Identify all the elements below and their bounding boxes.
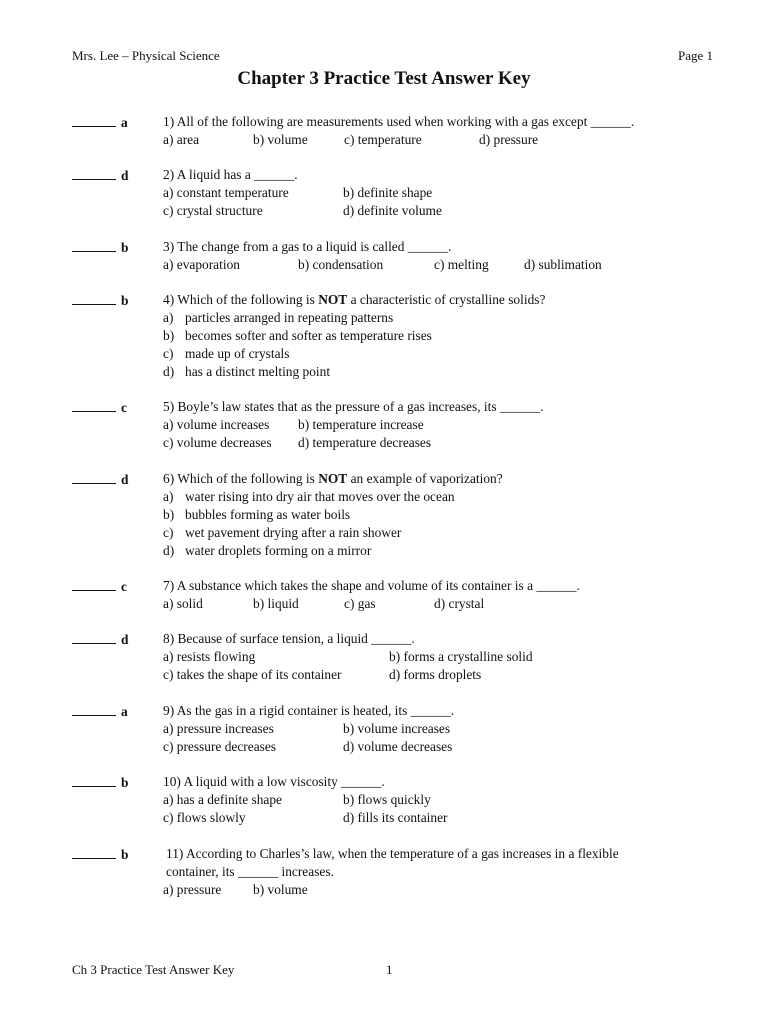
answer-blank (72, 113, 128, 132)
option-a: a) has a definite shape (163, 792, 282, 807)
option-b: b) condensation (298, 257, 384, 272)
answer-blank (72, 845, 128, 864)
answer-blank (72, 291, 128, 310)
answer-blank (72, 773, 128, 792)
option-letter: b) (163, 507, 175, 522)
option-d: d) pressure (479, 132, 539, 147)
stem-text: an example of vaporization? (347, 471, 503, 486)
document-title: Chapter 3 Practice Test Answer Key (237, 68, 531, 89)
option-c: c) gas (344, 596, 376, 611)
option-a: a) evaporation (163, 257, 240, 272)
option-c: c) temperature (344, 132, 422, 147)
option-a: a) solid (163, 596, 203, 611)
answer-blank (72, 238, 128, 257)
option-text: particles arranged in repeating patterns (185, 310, 394, 325)
option-b (163, 506, 350, 524)
option-c: c) melting (434, 257, 489, 272)
option-b: b) forms a crystalline solid (389, 649, 533, 664)
footer-label: Ch 3 Practice Test Answer Key (72, 962, 235, 977)
question-stem: 7) A substance which takes the shape and volume of its container is a ______. (163, 578, 580, 593)
answer-blank (72, 470, 128, 489)
option-a: a) area (163, 132, 200, 147)
option-a: a) resists flowing (163, 649, 256, 664)
option-d: d) definite volume (343, 203, 442, 218)
answer-letter: c (121, 579, 127, 594)
option-text: becomes softer and softer as temperature rises (185, 328, 432, 343)
option-text: water droplets forming on a mirror (185, 543, 372, 558)
option-c (163, 524, 401, 542)
answer-letter: b (121, 847, 129, 862)
option-a: a) pressure increases (163, 721, 274, 736)
stem-emphasis: NOT (318, 292, 348, 307)
option-d: d) fills its container (343, 810, 448, 825)
stem-text: 6) Which of the following is (163, 471, 319, 486)
option-d (163, 542, 371, 560)
answer-blank (72, 702, 128, 721)
option-a: a) constant temperature (163, 185, 289, 200)
question-stem: 2) A liquid has a ______. (163, 167, 298, 182)
answer-blank (72, 166, 128, 185)
question-stem: 3) The change from a gas to a liquid is called ______. (163, 239, 452, 254)
answer-letter: d (121, 632, 129, 647)
option-a: a) pressure (163, 882, 222, 897)
option-text: has a distinct melting point (185, 364, 331, 379)
option-c: c) flows slowly (163, 810, 246, 825)
stem-emphasis: NOT (318, 471, 348, 486)
option-a (163, 309, 393, 327)
option-text: made up of crystals (185, 346, 290, 361)
answer-letter: a (121, 115, 128, 130)
question-stem: 10) A liquid with a low viscosity ______. (163, 774, 385, 789)
option-b: b) temperature increase (298, 417, 424, 432)
option-b: b) volume (253, 882, 308, 897)
option-letter: d) (163, 543, 175, 558)
option-letter: c) (163, 525, 174, 540)
option-letter: c) (163, 346, 174, 361)
option-b: b) volume increases (343, 721, 451, 736)
option-letter: a) (163, 310, 174, 325)
page-label: Page 1 (678, 48, 714, 63)
option-c: c) takes the shape of its container (163, 667, 342, 682)
option-text: bubbles forming as water boils (185, 507, 351, 522)
answer-blank (72, 398, 127, 417)
question-stem: 8) Because of surface tension, a liquid ______. (163, 631, 415, 646)
option-b: b) definite shape (343, 185, 433, 200)
footer-page-number: 1 (386, 962, 393, 977)
answer-letter: a (121, 704, 128, 719)
stem-text: a characteristic of crystalline solids? (347, 292, 546, 307)
option-c: c) pressure decreases (163, 739, 277, 754)
option-b: b) volume (253, 132, 308, 147)
option-d (163, 363, 330, 381)
question-stem: 9) As the gas in a rigid container is heated, its ______. (163, 703, 455, 718)
answer-letter: b (121, 293, 129, 308)
answer-letter: d (121, 168, 129, 183)
question-stem-continued: container, its ______ increases. (166, 864, 334, 879)
question-stem: 11) According to Charles’s law, when the temperature of a gas increases in a flexible (166, 846, 619, 861)
option-c: c) volume decreases (163, 435, 272, 450)
answer-letter: d (121, 472, 129, 487)
answer-letter: b (121, 775, 129, 790)
option-text: wet pavement drying after a rain shower (185, 525, 402, 540)
question-stem: 5) Boyle’s law states that as the pressure of a gas increases, its ______. (163, 399, 544, 414)
option-b (163, 327, 432, 345)
option-d: d) volume decreases (343, 739, 453, 754)
stem-text: 4) Which of the following is (163, 292, 319, 307)
option-c (163, 345, 290, 363)
option-d: d) temperature decreases (298, 435, 432, 450)
option-d: d) sublimation (524, 257, 602, 272)
option-a (163, 488, 455, 506)
option-d: d) forms droplets (389, 667, 482, 682)
option-b: b) liquid (253, 596, 299, 611)
question-stem (163, 470, 503, 488)
answer-letter: b (121, 240, 129, 255)
option-letter: a) (163, 489, 174, 504)
option-c: c) crystal structure (163, 203, 263, 218)
teacher-course-header: Mrs. Lee – Physical Science (72, 48, 220, 63)
option-letter: b) (163, 328, 175, 343)
question-stem (163, 291, 545, 309)
answer-blank (72, 630, 128, 649)
option-a: a) volume increases (163, 417, 270, 432)
option-letter: d) (163, 364, 175, 379)
answer-letter: c (121, 400, 127, 415)
option-b: b) flows quickly (343, 792, 431, 807)
question-stem: 1) All of the following are measurements used when working with a gas except ______. (163, 114, 635, 129)
option-text: water rising into dry air that moves over the ocean (185, 489, 455, 504)
answer-blank (72, 577, 127, 596)
option-d: d) crystal (434, 596, 485, 611)
